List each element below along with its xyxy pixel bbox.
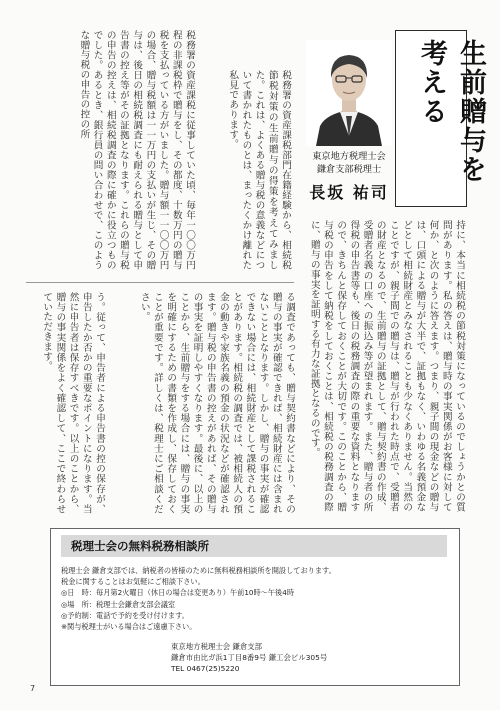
upper-left-paragraph: 税務署の資産課税に従事していた頃、毎年一〇〇万円程の非課税枠で贈与をし、その都度、十数万円の贈与税を支払っている方がいました。贈与額一一〇〇万円の場合、贈与税額は一一万円の支払いが生じ、その贈与は、後日の相続税調査にも耐えられる贈与として申告書の控え等がその証拠となります。これらの贈与税の申告の控えは、相続税調査の際に確かに役立つものでした。あるとき、銀行員の問い合わせで、このような贈与税の申告の控の所 xyxy=(78,30,195,270)
consultation-note: ※関与税理士がいる場合はご遠慮下さい。 xyxy=(61,622,197,632)
title-box xyxy=(395,30,486,207)
intro-paragraph: 税務署の資産課税部門在籍経験から、相続税節税対策の生前贈与の得策を考えてみました。これは、よくある贈与税の意義などについて書かれたものとは、まったくかけ離れた私見であります。 xyxy=(227,70,291,270)
consultation-intro-1: 税理士会 鎌倉支部では、納税者の皆様のために無料税務相談所を開設しております。 xyxy=(61,566,336,575)
author-org-line2: 鎌倉支部税理士 xyxy=(316,164,382,175)
consultation-reservation: ◎予約制：電話で予約を受け付けます。 xyxy=(61,610,189,620)
consultation-box xyxy=(50,528,460,686)
author-name: 長坂 祐司 xyxy=(309,183,389,202)
closing-paragraph: う。従って、申告者による申告書の控の保存が、申告したか否かの重要なポイントになります。当然に申告者は保存すべきです。以上のことから、贈与の事実関係をよく確認して、ここで終わらせていただきます。 xyxy=(41,292,105,514)
lower-right-paragraph: 持に、本当に相続税の節税対策になっているのでしょうかとの質問があります。私の答えは、贈与時の事実関係がお客様に対して何か、と次のように答えます。つまり、親子間の現金などの贈与は、口頭による贈与が大半で、証拠もなく、いわゆる名義預金などとして相続財産とみなされることも少なくありません。当然のことですが、親子間での贈与は、贈与が行われた時点で、受贈者の財産となるので、生前贈与の証拠として、贈与契約書の作成、受贈者名義の口座への振込み等が望まれます。また、贈与者の所得税の申告書等も、後日の税務調査の際の重要な資料となりますので、きちんと保存しておくことが大切です。このことから、贈与税の申告をして納税をしておくことは、相続税の税務調査の際に、贈与の事実を証明する有力な証拠となるのです。 xyxy=(308,220,465,512)
author-portrait-image xyxy=(306,40,392,146)
page-title: 生前贈与を考える xyxy=(416,39,486,184)
consultation-org: 東京地方税理士会 鎌倉支部 xyxy=(171,642,263,651)
consultation-tel: TEL 0467(25)5220 xyxy=(171,664,240,674)
consultation-place: ◎場 所：税理士会鎌倉支部会議室 xyxy=(61,599,176,609)
consultation-contact xyxy=(171,641,341,675)
consultation-heading: 税理士会の無料税務相談所 xyxy=(61,535,447,557)
section-divider xyxy=(26,282,294,283)
consultation-body xyxy=(61,565,453,632)
consultation-intro-2: 税金に関することはお気軽にご相談下さい。 xyxy=(61,577,205,587)
author-org-line1: 東京地方税理士会 xyxy=(312,151,386,162)
consultation-address: 鎌倉市由比ガ浜1丁目8番9号 鎌工会ビル305号 xyxy=(171,653,328,663)
author-affiliation xyxy=(296,150,402,176)
lower-middle-paragraph: る調査であっても、贈与契約書などにより、その贈与の事実が確認できれば、相続財産には含まれないこととなります。しかし、贈与の事実が確認できない場合には、相続財産として課税されることがあります。相続税の調査では、被相続人の預金の動きや家族名義の預金の状況などが確認されます。贈与税の申告書の控えがあれば、その贈与の事実を証明しやすくなります。最後に、以上のことから、生前贈与をする場合には、贈与の事実を明確にするための書類を作成し、保存しておくことが重要です。詳しくは、税理士にご相談ください。 xyxy=(138,292,295,514)
page-number: 7 xyxy=(30,684,36,693)
author-portrait xyxy=(306,40,392,146)
consultation-schedule: ◎日 時：毎月第2火曜日（休日の場合は変更あり）午前10時～午後4時 xyxy=(61,588,295,598)
